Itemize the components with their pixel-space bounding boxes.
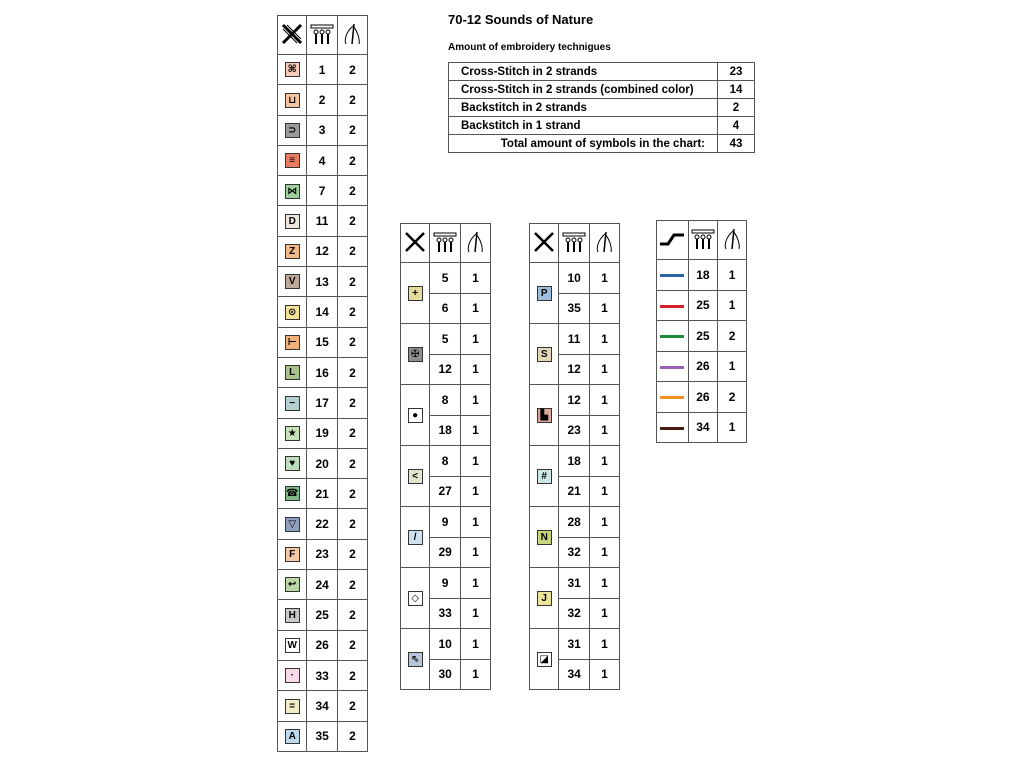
line-color-cell [657,382,689,413]
symbol-cell [278,55,307,85]
color-number: 5 [430,324,460,355]
symbol-cell [278,267,307,297]
stitch-symbol: V [285,274,300,289]
stitch-symbol: ✠ [408,347,423,362]
symbol-cell [530,446,559,507]
stitch-symbol: · [285,668,300,683]
strand-count: 1 [718,412,747,443]
strand-count: 2 [337,721,367,751]
table-row [278,448,368,478]
color-number: 25 [688,321,718,352]
strand-count: 1 [460,293,490,324]
stitch-symbol: J [537,591,552,606]
symbol-cell [530,629,559,690]
symbol-cell [278,509,307,539]
stitch-symbol: ⊢ [285,335,300,350]
symbol-cell [401,385,430,446]
strand-count: 2 [337,55,367,85]
strands-needle-header-icon [337,16,367,55]
stitch-symbol: ⊃ [285,123,300,138]
symbol-cell [278,145,307,175]
color-number: 11 [559,324,589,355]
table-row [401,629,491,660]
strand-count: 1 [589,324,619,355]
color-number: 29 [430,537,460,568]
cross-stitch-header-icon [401,224,430,263]
strand-count: 1 [460,537,490,568]
strand-count: 1 [589,446,619,477]
stitch-symbol: ⌘ [285,62,300,77]
backstitch-line-swatch [660,335,684,338]
color-number: 18 [559,446,589,477]
table-row [278,327,368,357]
table-row [401,568,491,599]
color-number: 33 [430,598,460,629]
color-number: 18 [430,415,460,446]
strand-count: 1 [460,263,490,294]
symbol-cell [278,570,307,600]
strand-count: 1 [589,415,619,446]
summary-label: Cross-Stitch in 2 strands (combined color) [449,81,718,99]
stitch-symbol: W [285,638,300,653]
strand-count: 2 [337,630,367,660]
strand-count: 1 [460,476,490,507]
color-number: 23 [307,539,337,569]
line-color-cell [657,290,689,321]
color-number: 34 [307,691,337,721]
color-number: 6 [430,293,460,324]
symbol-cell [530,324,559,385]
color-number: 8 [430,385,460,416]
symbol-cell [278,236,307,266]
table-row [278,55,368,85]
summary-label: Cross-Stitch in 2 strands [449,63,718,81]
backstitch-table [656,220,747,443]
color-number: 10 [430,629,460,660]
line-color-cell [657,260,689,291]
symbol-cell [401,446,430,507]
strand-count: 2 [718,382,747,413]
strand-count: 2 [337,145,367,175]
stitch-symbol: ▽ [285,517,300,532]
table-row [530,629,620,660]
stitch-symbol: ▙ [537,408,552,423]
symbol-cell [278,448,307,478]
stitch-symbol: = [285,699,300,714]
table-row [530,568,620,599]
strand-count: 1 [460,659,490,690]
stitch-symbol: ⇖ [408,652,423,667]
strand-count: 2 [337,206,367,236]
color-number: 12 [559,385,589,416]
summary-label: Backstitch in 1 strand [449,117,718,135]
table-row [657,382,747,413]
symbol-cell [278,327,307,357]
symbol-cell [278,479,307,509]
strand-count: 1 [460,629,490,660]
strand-count: 2 [337,327,367,357]
color-number: 33 [307,660,337,690]
symbol-cell [278,600,307,630]
table-row [278,206,368,236]
table-row [530,385,620,416]
symbol-cell [278,691,307,721]
strand-count: 2 [337,479,367,509]
stitch-symbol: ● [408,408,423,423]
strand-count: 1 [589,598,619,629]
table-row [278,721,368,751]
color-number: 25 [307,600,337,630]
stitch-symbol: / [408,530,423,545]
color-number: 21 [307,479,337,509]
symbol-cell [278,721,307,751]
color-number: 16 [307,357,337,387]
stitch-symbol: ◪ [537,652,552,667]
table-row [278,660,368,690]
color-number: 12 [559,354,589,385]
stitch-symbol: A [285,729,300,744]
color-number: 20 [307,448,337,478]
table-row [278,479,368,509]
strand-count: 2 [337,570,367,600]
stitch-symbol: − [285,396,300,411]
color-number: 26 [307,630,337,660]
stitch-symbol: ↩ [285,577,300,592]
color-number: 35 [559,293,589,324]
strand-count: 2 [337,600,367,630]
symbol-cell [278,388,307,418]
color-number: 27 [430,476,460,507]
summary-row [449,135,755,153]
table-row [657,290,747,321]
strand-count: 2 [337,660,367,690]
line-color-cell [657,321,689,352]
strand-count: 2 [337,691,367,721]
symbol-cell [278,539,307,569]
color-number: 32 [559,537,589,568]
summary-row [449,63,755,81]
stitch-symbol: ⊙ [285,305,300,320]
color-number: 34 [559,659,589,690]
backstitch-header-icon [657,221,689,260]
table-row [401,263,491,294]
summary-label: Backstitch in 2 strands [449,99,718,117]
strand-count: 1 [460,385,490,416]
strand-count: 1 [460,507,490,538]
symbol-cell [278,297,307,327]
backstitch-line-swatch [660,427,684,430]
strand-count: 1 [589,659,619,690]
strand-count: 1 [589,568,619,599]
table-row [401,446,491,477]
page-title: 70-12 Sounds of Nature [448,12,594,27]
strands-needle-header-icon [589,224,619,263]
table-row [278,297,368,327]
techniques-subtitle: Amount of embroidery technigues [448,42,611,53]
strand-count: 1 [589,293,619,324]
strand-count: 1 [460,598,490,629]
strand-count: 1 [589,476,619,507]
color-number: 17 [307,388,337,418]
backstitch-line-swatch [660,396,684,399]
line-color-cell [657,351,689,382]
strand-count: 2 [718,321,747,352]
combined-color-table-b [529,223,620,690]
table-row [657,321,747,352]
symbol-cell [401,568,430,629]
cross-stitch-header-icon [530,224,559,263]
symbol-cell [401,507,430,568]
table-row [278,418,368,448]
stitch-symbol: Z [285,244,300,259]
stitch-symbol: ≡ [285,153,300,168]
color-number: 25 [688,290,718,321]
symbol-cell [278,115,307,145]
summary-total-label: Total amount of symbols in the chart: [449,135,718,153]
table-row [530,446,620,477]
color-number: 26 [688,351,718,382]
symbol-cell [278,176,307,206]
stitch-symbol: S [537,347,552,362]
symbol-cell [401,263,430,324]
color-number: 14 [307,297,337,327]
table-row [278,630,368,660]
strand-count: 1 [718,290,747,321]
color-number: 22 [307,509,337,539]
strand-count: 2 [337,85,367,115]
color-number: 12 [430,354,460,385]
backstitch-line-swatch [660,274,684,277]
symbol-cell [530,385,559,446]
symbol-cell [530,568,559,629]
color-number: 21 [559,476,589,507]
strand-count: 1 [460,415,490,446]
strand-count: 1 [460,354,490,385]
stitch-symbol: ♥ [285,456,300,471]
table-row [401,507,491,538]
color-number: 2 [307,85,337,115]
table-row [530,324,620,355]
color-number-header-icon [430,224,460,263]
color-number: 7 [307,176,337,206]
symbol-cell [278,418,307,448]
cross-stitch-2-strands-table [277,15,368,752]
strand-count: 1 [589,385,619,416]
strand-count: 1 [718,260,747,291]
strand-count: 2 [337,509,367,539]
stitch-symbol: N [537,530,552,545]
symbol-cell [401,629,430,690]
symbol-cell [530,263,559,324]
color-number: 32 [559,598,589,629]
strand-count: 2 [337,357,367,387]
cross-stitch-header-icon [278,16,307,55]
summary-value: 14 [718,81,755,99]
table-row [530,263,620,294]
line-color-cell [657,412,689,443]
stitch-symbol: ☎ [285,488,299,500]
table-row [401,324,491,355]
color-number-header-icon [559,224,589,263]
table-row [530,507,620,538]
table-row [657,260,747,291]
backstitch-line-swatch [660,366,684,369]
strand-count: 2 [337,388,367,418]
color-number: 28 [559,507,589,538]
strand-count: 2 [337,115,367,145]
symbol-cell [278,85,307,115]
strand-count: 1 [589,629,619,660]
table-row [278,357,368,387]
backstitch-line-swatch [660,305,684,308]
color-number: 35 [307,721,337,751]
table-row [278,570,368,600]
stitch-symbol: H [285,608,300,623]
color-number: 18 [688,260,718,291]
color-number: 30 [430,659,460,690]
color-number-header-icon [307,16,337,55]
combined-color-table-a [400,223,491,690]
color-number: 10 [559,263,589,294]
summary-value: 4 [718,117,755,135]
table-row [278,509,368,539]
summary-total-value: 43 [718,135,755,153]
strand-count: 2 [337,236,367,266]
color-number: 8 [430,446,460,477]
color-number: 24 [307,570,337,600]
color-number: 34 [688,412,718,443]
strand-count: 2 [337,448,367,478]
stitch-symbol: ★ [285,426,300,441]
symbol-cell [401,324,430,385]
color-number: 5 [430,263,460,294]
strand-count: 1 [589,537,619,568]
stitch-symbol: # [537,469,552,484]
table-row [278,85,368,115]
stitch-symbol: F [285,547,300,562]
color-number: 4 [307,145,337,175]
summary-row [449,99,755,117]
strands-needle-header-icon [718,221,747,260]
color-number: 31 [559,629,589,660]
stitch-symbol: + [408,286,423,301]
strands-needle-header-icon [460,224,490,263]
strand-count: 1 [589,354,619,385]
color-number: 11 [307,206,337,236]
strand-count: 1 [460,446,490,477]
color-number-header-icon [688,221,718,260]
stitch-symbol: ◇ [408,591,423,606]
stitch-symbol: < [408,469,423,484]
strand-count: 2 [337,539,367,569]
color-number: 1 [307,55,337,85]
table-row [278,691,368,721]
table-row [278,145,368,175]
strand-count: 1 [718,351,747,382]
table-row [278,600,368,630]
strand-count: 2 [337,297,367,327]
strand-count: 1 [460,568,490,599]
strand-count: 2 [337,267,367,297]
color-number: 15 [307,327,337,357]
stitch-symbol: D [285,214,300,229]
color-number: 31 [559,568,589,599]
strand-count: 1 [460,324,490,355]
color-number: 3 [307,115,337,145]
summary-value: 2 [718,99,755,117]
table-row [278,539,368,569]
symbol-cell [278,206,307,236]
stitch-symbol: ⊔ [285,93,300,108]
table-row [278,236,368,266]
color-number: 13 [307,267,337,297]
stitch-symbol: ⋈ [285,184,300,199]
strand-count: 1 [589,263,619,294]
strand-count: 2 [337,176,367,206]
table-row [278,388,368,418]
strand-count: 2 [337,418,367,448]
table-row [278,176,368,206]
color-number: 12 [307,236,337,266]
symbol-cell [278,660,307,690]
table-row [657,412,747,443]
table-row [401,385,491,416]
summary-value: 23 [718,63,755,81]
stitch-symbol: P [537,286,552,301]
summary-row [449,117,755,135]
table-row [657,351,747,382]
symbol-cell [530,507,559,568]
color-number: 9 [430,568,460,599]
techniques-summary-table [448,62,755,153]
stitch-symbol: L [285,365,300,380]
table-row [278,267,368,297]
table-row [278,115,368,145]
strand-count: 1 [589,507,619,538]
summary-row [449,81,755,99]
color-number: 9 [430,507,460,538]
color-number: 19 [307,418,337,448]
symbol-cell [278,630,307,660]
symbol-cell [278,357,307,387]
color-number: 26 [688,382,718,413]
color-number: 23 [559,415,589,446]
